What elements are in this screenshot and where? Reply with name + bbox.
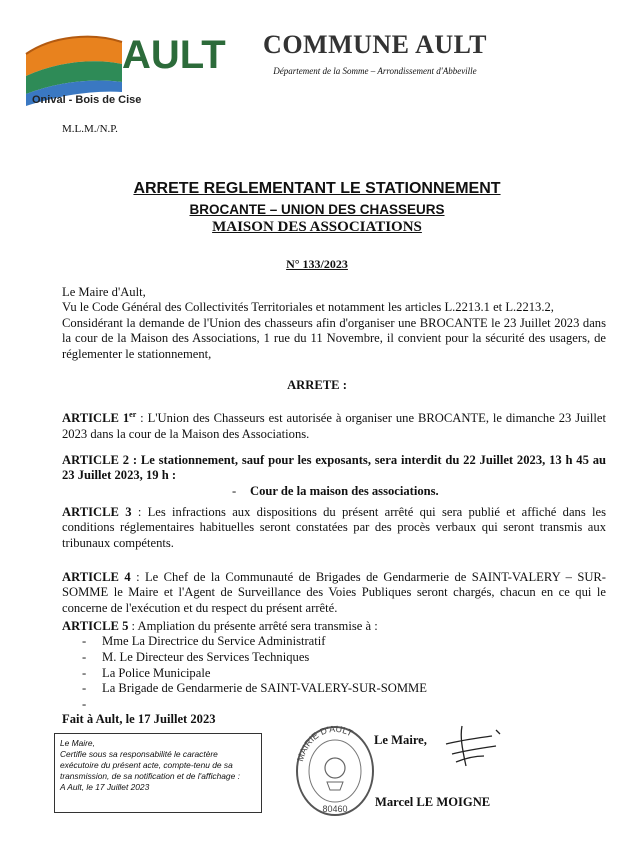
seal-code: 80460 xyxy=(322,804,348,814)
certification-line: Le Maire, xyxy=(60,738,95,748)
article-4-text: : Le Chef de la Communauté de Brigades de Gendarmerie de SAINT-VALERY – SUR-SOMME le Maire et l'Agent de Surveillance des Voies Publiques seront chargés, chacun en ce qui le concerne de l'exécution et du respect du présent arrêté. xyxy=(62,570,607,615)
article-1-sup: er xyxy=(129,410,137,419)
article-5 xyxy=(62,619,606,712)
certification-box xyxy=(54,733,262,813)
mairie-seal xyxy=(294,724,376,819)
event-title: BROCANTE – UNION DES CHASSEURS xyxy=(189,202,445,217)
seal-text: MAIRIE D'AULT xyxy=(295,724,355,763)
article-1-text: : L'Union des Chasseurs est autorisée à organiser une BROCANTE, le dimanche 23 Juillet 2023 dans la cour de la Maison des Associations. xyxy=(62,411,607,441)
preamble-line: Considérant la demande de l'Union des chasseurs afin d'organiser une BROCANTE le 23 Juillet 2023 dans la cour de la Maison des Associations, 1 rue du 11 Novembre, il convient pour la sécurité des usagers, de réglementer le stationnement, xyxy=(62,315,606,361)
article-3 xyxy=(62,505,606,551)
article-5-label: ARTICLE 5 xyxy=(62,619,129,633)
recipient-item: - La Brigade de Gendarmerie de SAINT-VALERY-SUR-SOMME xyxy=(82,681,427,696)
commune-subtitle: Département de la Somme – Arrondissement d'Abbeville xyxy=(273,66,477,76)
article-2-text: ARTICLE 2 : Le stationnement, sauf pour les exposants, sera interdit du 22 Juillet 2023, 13 h 45 au 23 Juillet 2023, 19 h : xyxy=(62,453,606,483)
article-4 xyxy=(62,570,606,616)
commune-title: COMMUNE AULT xyxy=(263,30,487,59)
mayor-label: Le Maire, xyxy=(374,733,427,747)
logo-tagline: Onival - Bois de Cise xyxy=(32,94,142,106)
decree-title: ARRETE REGLEMENTANT LE STATIONNEMENT xyxy=(133,180,501,197)
signed-at: Fait à Ault, le 17 Juillet 2023 xyxy=(62,712,216,726)
ault-logo xyxy=(22,14,226,109)
mayor-name: Marcel LE MOIGNE xyxy=(375,795,491,809)
reference: M.L.M./N.P. xyxy=(62,123,118,135)
logo-name: AULT xyxy=(122,33,226,77)
certification-line: A Ault, le 17 Juillet 2023 xyxy=(60,782,150,792)
recipient-item: - La Police Municipale xyxy=(82,665,211,680)
place-title: MAISON DES ASSOCIATIONS xyxy=(212,219,422,235)
recipient-item: - xyxy=(82,696,87,711)
article-4-label: ARTICLE 4 xyxy=(62,570,131,584)
mayor-signature xyxy=(432,722,522,772)
preamble-line: Vu le Code Général des Collectivités Territoriales et notamment les articles L.2213.1 et L.2213.2, xyxy=(62,300,554,315)
article-5-text: : Ampliation du présente arrêté sera transmise à : xyxy=(128,619,378,633)
preamble-line: Le Maire d'Ault, xyxy=(62,285,146,299)
recipient-list xyxy=(62,634,606,712)
article-3-text: : Les infractions aux dispositions du présent arrêté qui sera publié et affiché dans les conditions réglementaires habituelles seront constatées par des procès verbaux qui seront transmis aux tribunaux compétents. xyxy=(62,505,607,550)
decree-number: N° 133/2023 xyxy=(286,257,348,271)
article-2 xyxy=(62,453,606,499)
arrete-heading: ARRETE : xyxy=(287,378,347,392)
article-2-item: - Cour de la maison des associations. xyxy=(232,483,439,498)
article-1-label: ARTICLE 1 xyxy=(62,411,130,426)
certification-line: Certifie sous sa responsabilité le caractère exécutoire du présent acte, compte-tenu de sa transmission, de sa notification et de l'affichage : xyxy=(60,749,240,781)
preamble xyxy=(62,285,606,362)
article-1 xyxy=(62,407,606,442)
recipient-item: - M. Le Directeur des Services Techniques xyxy=(82,650,310,664)
recipient-item: - Mme La Directrice du Service Administratif xyxy=(82,634,326,649)
article-3-label: ARTICLE 3 xyxy=(62,505,132,519)
